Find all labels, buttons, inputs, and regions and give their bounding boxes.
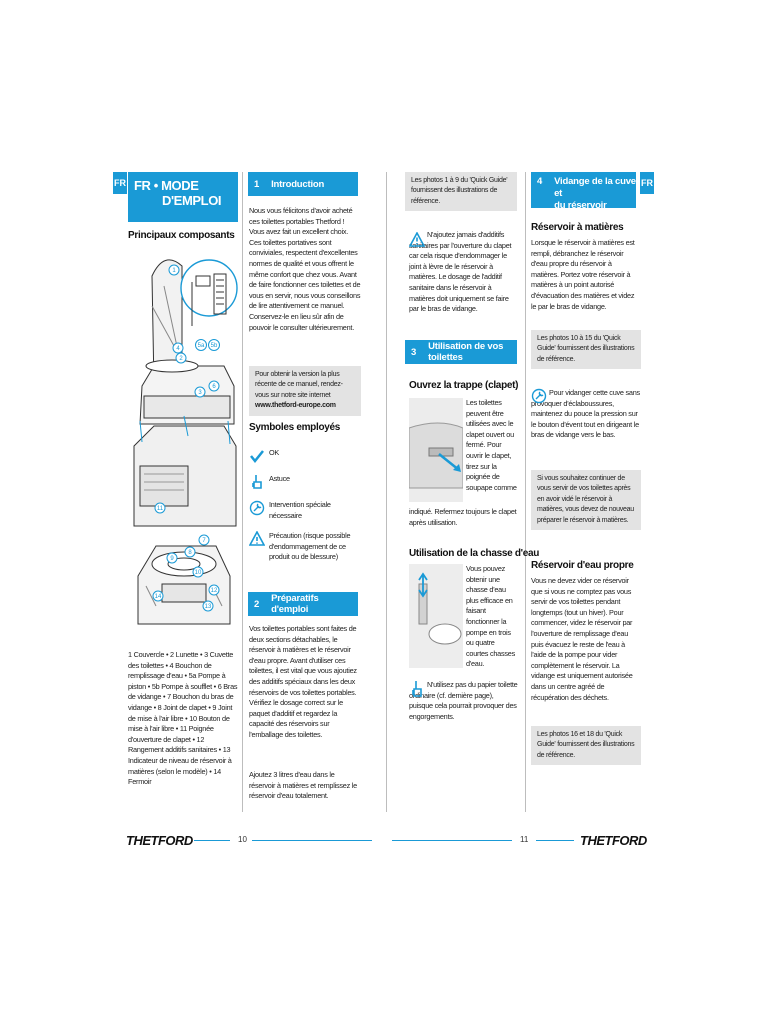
section-number: 1 [254,178,260,190]
svg-text:1: 1 [172,268,176,274]
tip-block-2 [531,388,641,441]
page-title-line2: D'EMPLOI [162,193,222,208]
symbol-label: Intervention spéciale nécessaire [269,500,331,520]
symbol-label: OK [269,448,280,457]
symbols-list [249,448,361,563]
callout-10 [193,567,203,577]
trap-heading: Ouvrez la trappe (clapet) [409,380,519,391]
footer-line [536,840,574,841]
website-note-text: Pour obtenir la version la plus récente de ce manuel, rendez-vous sur notre site internet [255,371,343,399]
callout-3 [195,387,205,397]
svg-text:5a: 5a [197,343,205,349]
hand-pointing-icon [249,474,265,490]
symbol-warning [249,531,361,563]
callout-14 [153,591,163,601]
column-divider [242,172,243,812]
callout-5b [209,340,220,351]
section-title [554,176,636,212]
footer-line [252,840,372,841]
callout-8 [185,547,195,557]
trap-bottom-text: indiqué. Refermez toujours le clapet après utilisation. [409,507,517,527]
page-number-right: 11 [520,835,529,844]
page-number-left: 10 [238,835,247,844]
svg-text:8: 8 [188,550,192,556]
callout-6 [209,381,219,391]
symbols-heading: Symboles employés [249,422,341,433]
thetford-logo-left: THETFORD [126,833,193,848]
components-heading: Principaux composants [128,230,235,241]
flush-side-text: Vous pouvez obtenir une chasse d'eau plus efficace en faisant fonctionner la pompe en trois ou quatre courtes chasses d'eau. [466,564,515,669]
symbol-ok [249,448,361,464]
svg-text:5b: 5b [210,343,218,349]
svg-text:10: 10 [194,570,202,576]
svg-text:4: 4 [176,346,180,352]
trap-side-text: Les toilettes peuvent être utilisées avec le clapet ouvert ou fermé. Pour ouvrir le clapet, tirez sur la poignée de soupape comme [466,398,517,492]
section-title: Utilisation de vos toilettes [428,341,504,363]
flush-photo [409,564,463,668]
section-title: Préparatifs d'emploi [271,593,319,615]
callout-11 [155,503,165,513]
tip-block [409,680,519,722]
callout-4 [173,343,183,353]
page-title-line1: FR • MODE [134,178,199,193]
language-tab-left: FR [113,172,127,194]
symbol-label: Précaution (risque possible d'endommagement de ce produit ou de blessure) [269,531,351,562]
svg-text:6: 6 [212,384,216,390]
tip-text-2: Pour vidanger cette cuve sans provoquer d'éclaboussures, maintenez du pouce la pression sur le bouton d'évent tout en dirigeant le bras de vidange vers le bas. [531,388,640,440]
warning-block [409,230,519,315]
symbol-label: Astuce [269,474,290,483]
quick-guide-note-1: Les photos 1 à 9 du 'Quick Guide' fournissent des illustrations de référence. [405,172,517,211]
svg-text:2: 2 [179,356,183,362]
svg-text:11: 11 [156,506,164,512]
waste-tank-text: Lorsque le réservoir à matières est rempli, débranchez le réservoir d'eau propre du réservoir à matières. Portez votre réservoir à matières à un point autorisé d'évacuation des matières et videz le par le bras de vidange. [531,238,635,311]
callout-7 [199,535,209,545]
fresh-water-text: Vous ne devez vider ce réservoir que si vous ne comptez pas vous servir de vos toilettes pendant longtemps (tout un hiver). Pour commencer, videz le réservoir par l'ouverture de remplissage d'eau puis évacuez le reste de l'eau à l'aide de la pompe pour vider complètement le réservoir. La vidange est uniquement autorisée dans un centre agréé de récupération des déchets. [531,576,633,702]
components-legend: 1 Couvercle • 2 Lunette • 3 Cuvette des toilettes • 4 Bouchon de remplissage d'eau • 5a Pompe à piston • 5b Pompe à soufflet • 6 Bras de vidange • 7 Bouchon du bras de vidange • 8 Joint de clapet • 9 Joint de mise à l'air libre • 10 Bouton de mise à l'air libre • 11 Poignée d'ouverture de clapet • 12 Rangement additifs sanitaires • 13 Indicateur de niveau de réservoir à matières (selon le modèle) • 14 Fermoir [128,650,238,787]
callout-12 [209,585,219,595]
callout-1 [169,265,179,275]
flush-heading: Utilisation de la chasse d'eau [409,548,540,559]
svg-text:12: 12 [210,588,218,594]
tip-text: N'utilisez pas du papier toilette ordinaire (cf. dernière page), puisque cela pourrait provoquer des engorgements. [409,680,518,721]
section-title-line2: du réservoir [554,200,607,211]
footer-line [392,840,512,841]
quick-guide-note-2: Les photos 10 à 15 du 'Quick Guide' fournissent des illustrations de référence. [531,330,641,369]
svg-text:13: 13 [204,604,212,610]
intro-text: Nous vous félicitons d'avoir acheté ces toilettes portables Thetford ! Vous avez fait un excellent choix. Ces toilettes portatives sont conviviales, respectent d'excellentes normes de qualité et vous offrent le même confort que chez vous. Avant de faire fonctionner ces toilettes et de vous en servir, nous vous conseillons de lire attentivement ce manuel. Conservez-le en lieu sûr afin de pouvoir le consulter ultérieurement. [249,206,361,332]
section-2-header [248,592,358,616]
svg-text:9: 9 [170,556,174,562]
section-number: 4 [537,176,543,187]
wrench-icon [249,500,265,516]
website-link[interactable]: www.thetford-europe.com [255,402,336,410]
callout-9 [167,553,177,563]
website-note [249,366,361,416]
fresh-water-heading: Réservoir d'eau propre [531,560,634,571]
svg-text:3: 3 [198,390,202,396]
symbol-intervention [249,500,361,521]
svg-text:14: 14 [154,594,162,600]
refill-note: Si vous souhaitez continuer de vous servir de vos toilettes après en avoir vidé le réservoir à matières, vous devez de nouveau préparer le réservoir à matières. [531,470,641,530]
section-number: 3 [411,346,417,358]
components-diagram [124,246,242,638]
symbol-tip [249,474,361,490]
section-title: Introduction [271,178,325,190]
section-4-header [531,172,636,211]
trap-photo [409,398,463,502]
callout-13 [203,601,213,611]
hand-pointing-icon [409,680,425,698]
wrench-icon [531,388,547,404]
prep-text-1: Vos toilettes portables sont faites de deux sections détachables, le réservoir à matières et le réservoir d'eau propre. Avant d'utiliser ces toilettes, il est vital que vous ajoutiez des additifs spéciaux dans les deux réservoirs de vos toilettes portables. Vérifiez le dosage correct sur le paquet d'additif et regardez la capacité des réservoirs sur l'emballage des toilettes. [249,624,357,739]
prep-text-2: Ajoutez 3 litres d'eau dans le réservoir à matières et remplissez le réservoir d'eau totalement. [249,770,357,801]
language-tab-right: FR [640,172,654,194]
thetford-logo-right: THETFORD [580,833,647,848]
waste-tank-heading: Réservoir à matières [531,222,624,233]
footer-line [194,840,230,841]
section-3-header [405,340,517,364]
warning-text: N'ajoutez jamais d'additifs sanitaires par l'ouverture du clapet car cela risque d'endommager le joint à lèvre de le réservoir à matières. Le dosage de l'additif sanitaire dans le réservoir à matières doit uniquement se faire par le bras de vidange. [409,230,512,314]
section-1-header [248,172,358,196]
page-title-block [128,172,238,222]
quick-guide-note-3: Les photos 16 et 18 du 'Quick Guide' fournissent des illustrations de référence. [531,726,641,765]
section-title-line1: Vidange de la cuve et [554,176,636,199]
warning-icon [409,232,425,247]
column-divider [525,172,526,812]
callout-2 [176,353,186,363]
svg-text:7: 7 [202,538,206,544]
check-icon [249,448,265,464]
callout-5a [196,340,207,351]
section-number: 2 [254,598,260,610]
warning-icon [249,531,265,547]
column-divider [386,172,387,812]
